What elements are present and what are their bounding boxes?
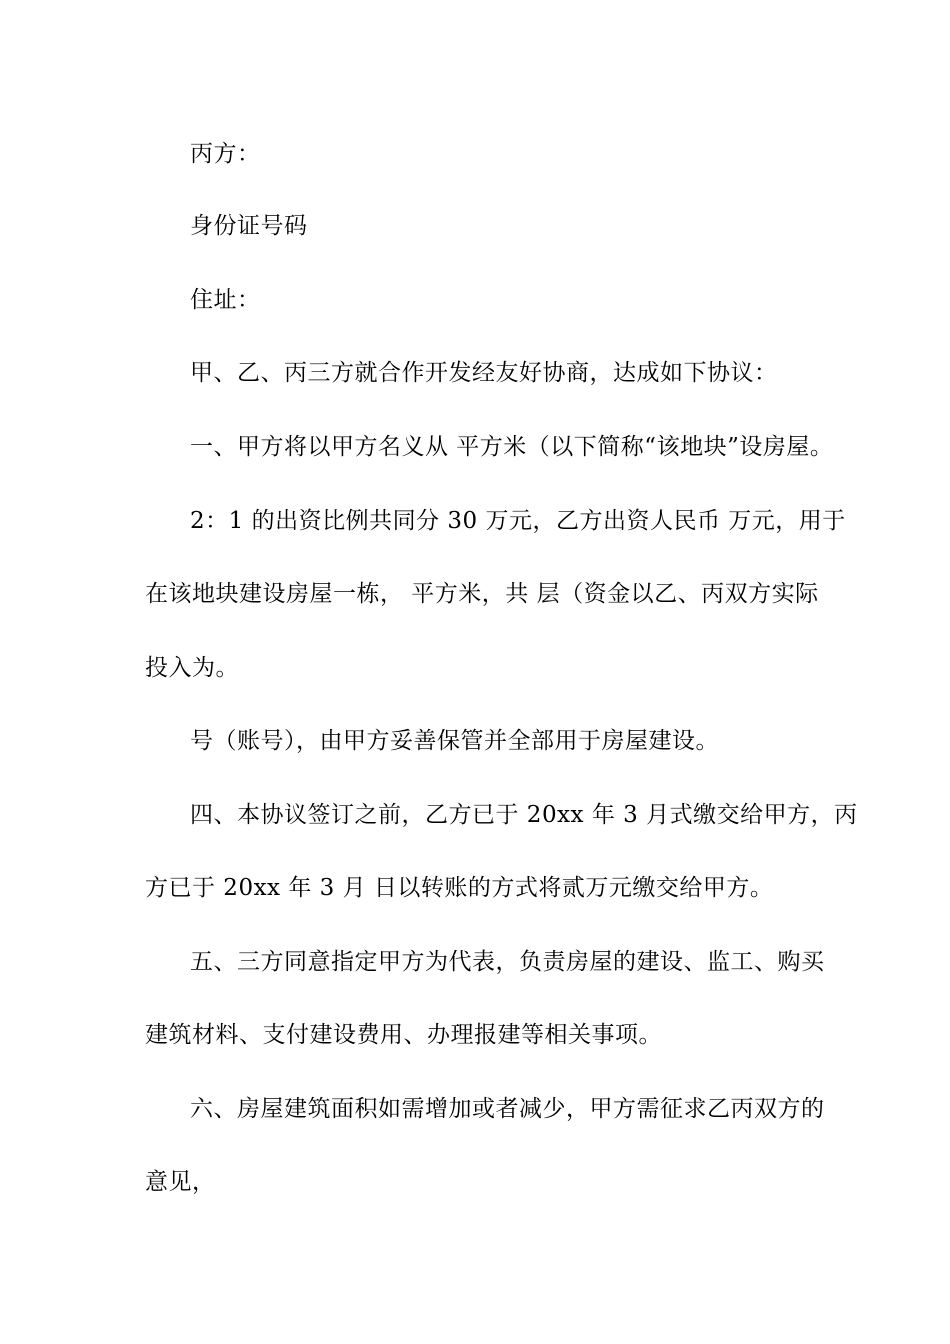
clause-five-line-2: 建筑材料、支付建设费用、办理报建等相关事项。 (145, 1022, 662, 1048)
investment-basis-line: 投入为。 (145, 655, 239, 681)
clause-six-line-1: 六、房屋建筑面积如需增加或者减少，甲方需征求乙丙双方的 (190, 1096, 825, 1122)
clause-five-line-1: 五、三方同意指定甲方为代表，负责房屋的建设、监工、购买 (190, 949, 825, 975)
party-c-label: 丙方： (190, 141, 261, 167)
investment-ratio-line: 2：1 的出资比例共同分 30 万元，乙方出资人民币 万元，用于 (190, 508, 846, 534)
clause-four-line-2: 方已于 20xx 年 3 月 日以转账的方式将贰万元缴交给甲方。 (145, 875, 774, 901)
address-label: 住址： (190, 287, 261, 313)
building-description-line: 在该地块建设房屋一栋， 平方米，共 层（资金以乙、丙双方实际 (145, 581, 819, 607)
agreement-intro: 甲、乙、丙三方就合作开发经友好协商，达成如下协议： (190, 360, 778, 386)
clause-six-line-2: 意见， (145, 1169, 216, 1195)
clause-one: 一、甲方将以甲方名义从 平方米（以下简称“该地块”设房屋。 (190, 434, 834, 460)
clause-four-line-1: 四、本协议签订之前，乙方已于 20xx 年 3 月式缴交给甲方，丙 (190, 802, 858, 828)
account-management-line: 号（账号），由甲方妥善保管并全部用于房屋建设。 (190, 728, 719, 754)
id-number-label: 身份证号码 (190, 213, 308, 239)
